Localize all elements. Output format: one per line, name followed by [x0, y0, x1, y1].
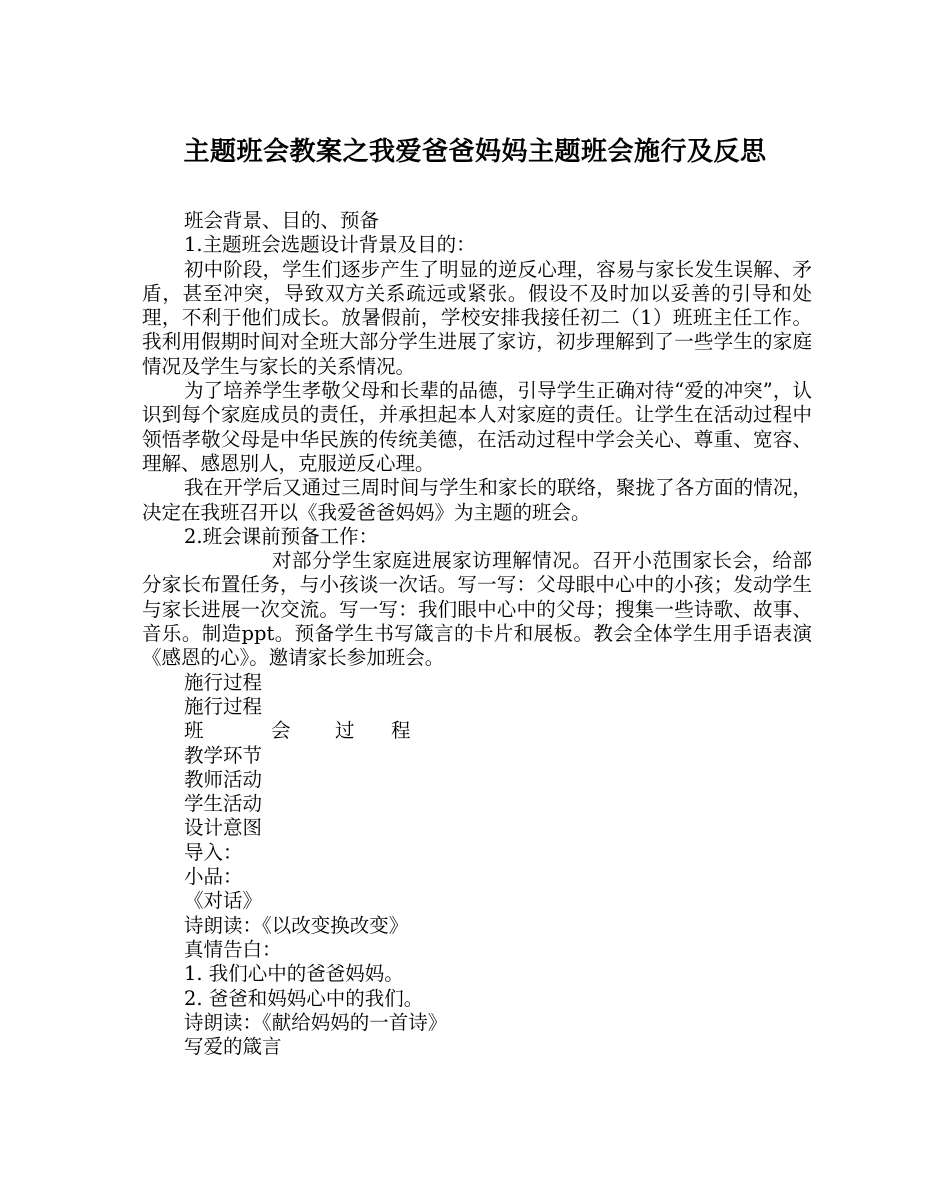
spread-char: 过: [335, 719, 355, 743]
list-item: 2. 爸爸和妈妈心中的我们。: [184, 986, 424, 1010]
list-item: 导入：: [184, 840, 243, 864]
spread-char: 班: [184, 719, 204, 743]
sub-heading-2: 2.班会课前预备工作：: [184, 524, 379, 548]
paragraph-3: 我在开学后又通过三周时间与学生和家长的联络，聚拢了各方面的情况，决定在我班召开以《我爱爸爸妈妈》为主题的班会。: [142, 476, 812, 524]
document-body: [142, 209, 812, 1059]
section-heading: 班会背景、目的、预备: [184, 209, 380, 232]
table-header: 设计意图: [184, 816, 263, 840]
table-header: 教学环节: [184, 743, 263, 767]
process-heading-repeat: 施行过程: [184, 694, 263, 718]
spread-char: 会: [271, 719, 291, 743]
class-process-heading: [142, 719, 812, 743]
spread-char: 程: [391, 719, 411, 743]
process-heading: 施行过程: [184, 670, 263, 694]
list-item: 诗朗读：《以改变换改变》: [184, 913, 409, 937]
list-item: 真情告白：: [184, 937, 282, 961]
sub-heading-1: 1.主题班会选题设计背景及目的：: [184, 233, 476, 257]
paragraph-1: 初中阶段，学生们逐步产生了明显的逆反心理，容易与家长发生误解、矛盾，甚至冲突，导致双方关系疏远或紧张。假设不及时加以妥善的引导和处理，不利于他们成长。放暑假前，学校安排我接任初二（1）班班主任工作。我利用假期时间对全班大部分学生进展了家访，初步理解到了一些学生的家庭情况及学生与家长的关系情况。: [142, 257, 812, 378]
list-item: 诗朗读：《献给妈妈的一首诗》: [184, 1010, 448, 1034]
paragraph-4: 对部分学生家庭进展家访理解情况。召开小范围家长会，给部分家长布置任务，与小孩谈一次话。写一写：父母眼中心中的小孩；发动学生与家长进展一次交流。写一写：我们眼中心中的父母；搜集一些诗歌、故事、音乐。制造ppt。预备学生书写箴言的卡片和展板。教会全体学生用手语表演《感恩的心》。邀请家长参加班会。: [142, 549, 812, 670]
list-item: 1. 我们心中的爸爸妈妈。: [184, 962, 404, 986]
list-item: 写爱的箴言: [184, 1035, 282, 1059]
table-header: 教师活动: [184, 767, 263, 791]
list-item: 《对话》: [184, 889, 263, 913]
paragraph-2: 为了培养学生孝敬父母和长辈的品德，引导学生正确对待“爱的冲突”，认识到每个家庭成员的责任，并承担起本人对家庭的责任。让学生在活动过程中领悟孝敬父母是中华民族的传统美德，在活动过程中学会关心、尊重、宽容、理解、感恩别人，克服逆反心理。: [142, 379, 812, 475]
list-item: 小品：: [184, 865, 243, 889]
document-title: 主题班会教案之我爱爸爸妈妈主题班会施行及反思: [183, 137, 767, 167]
table-header: 学生活动: [184, 792, 263, 816]
